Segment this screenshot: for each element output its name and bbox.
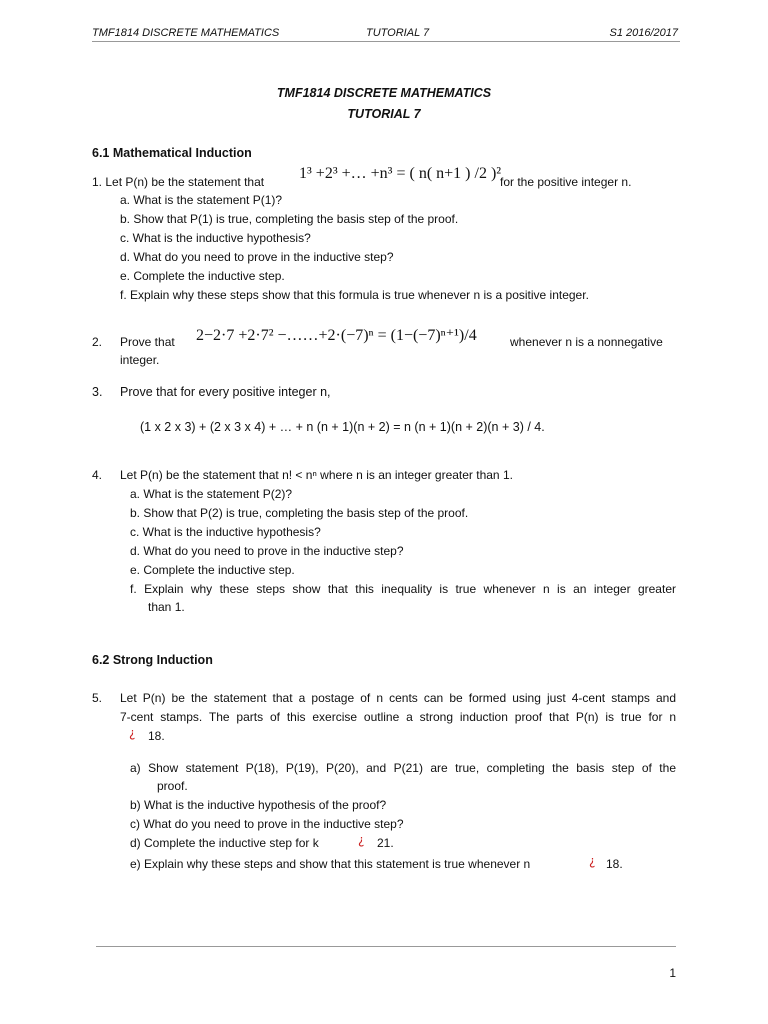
q5-number: 5. [92, 691, 103, 705]
q5-line3: 18. [148, 729, 165, 743]
q1-prefix: 1. Let P(n) be the statement that [92, 175, 265, 189]
q3-text: Prove that for every positive integer n, [120, 385, 331, 399]
header-rule [92, 41, 680, 42]
q2-formula: 2−2·7 +2·7² −……+2·(−7)ⁿ = (1−(−7)ⁿ⁺¹)/4 [196, 327, 477, 344]
q4-part-e: e. Complete the inductive step. [130, 563, 295, 577]
doc-subtitle: TUTORIAL 7 [347, 107, 421, 121]
q5-missing-symbol-glyph: ¿ [129, 726, 136, 740]
q1-suffix: for the positive integer n. [500, 175, 632, 189]
q4-part-f-line2: than 1. [148, 600, 185, 614]
q5-part-a-line2: proof. [157, 779, 188, 793]
q5-part-e-missing-symbol-glyph: ¿ [589, 854, 596, 868]
header-tutorial: TUTORIAL 7 [366, 27, 430, 39]
q4-text: Let P(n) be the statement that n! < nⁿ where n is an integer greater than 1. [120, 468, 513, 482]
q5-part-e-end: 18. [606, 857, 623, 871]
q4-part-f-line1: f. Explain why these steps show that this inequality is true whenever n is an integer greater [130, 582, 676, 596]
q5-part-d-end: 21. [377, 836, 394, 850]
q2-prefix: Prove that [120, 335, 175, 349]
q4-part-d: d. What do you need to prove in the inductive step? [130, 544, 404, 558]
q4-number: 4. [92, 468, 103, 482]
q1-part-f: f. Explain why these steps show that this formula is true whenever n is a positive integer. [120, 288, 589, 302]
q1-part-b: b. Show that P(1) is true, completing the basis step of the proof. [120, 212, 459, 226]
q2-number: 2. [92, 335, 103, 349]
q3-formula: (1 x 2 x 3) + (2 x 3 x 4) + … + n (n + 1)(n + 2) = n (n + 1)(n + 2)(n + 3) / 4. [140, 420, 545, 434]
q1-part-d: d. What do you need to prove in the inductive step? [120, 250, 394, 264]
q4-part-a: a. What is the statement P(2)? [130, 487, 293, 501]
footer-rule [96, 946, 676, 947]
header-course: TMF1814 DISCRETE MATHEMATICS [92, 27, 280, 39]
q2-continuation: integer. [120, 353, 160, 367]
q1-part-c: c. What is the inductive hypothesis? [120, 231, 311, 245]
q5-part-e: e) Explain why these steps and show that this statement is true whenever n [130, 857, 531, 871]
q5-part-a-line1: a) Show statement P(18), P(19), P(20), and P(21) are true, completing the basis step of the [130, 761, 676, 775]
section-heading-induction: 6.1 Mathematical Induction [92, 146, 252, 160]
section-heading-strong-induction: 6.2 Strong Induction [92, 653, 213, 667]
q4-part-c: c. What is the inductive hypothesis? [130, 525, 321, 539]
header-semester: S1 2016/2017 [609, 27, 678, 39]
q3-number: 3. [92, 385, 103, 399]
q1-part-a: a. What is the statement P(1)? [120, 193, 283, 207]
page-number: 1 [669, 966, 676, 980]
q2-suffix: whenever n is a nonnegative [510, 335, 663, 349]
q5-part-c: c) What do you need to prove in the inductive step? [130, 817, 404, 831]
q5-part-d-missing-symbol-glyph: ¿ [358, 833, 365, 847]
q4-part-b: b. Show that P(2) is true, completing the basis step of the proof. [130, 506, 469, 520]
q1-formula: 1³ +2³ +… +n³ = ( n( n+1 ) /2 )² [299, 165, 502, 182]
q5-line1: Let P(n) be the statement that a postage of n cents can be formed using just 4-cent stamps and [120, 691, 676, 705]
q1-part-e: e. Complete the inductive step. [120, 269, 285, 283]
q5-part-b: b) What is the inductive hypothesis of the proof? [130, 798, 387, 812]
doc-title: TMF1814 DISCRETE MATHEMATICS [276, 86, 492, 100]
q5-part-d: d) Complete the inductive step for k [130, 836, 319, 850]
q5-line2: 7-cent stamps. The parts of this exercise outline a strong induction proof that P(n) is true for n [120, 710, 676, 724]
